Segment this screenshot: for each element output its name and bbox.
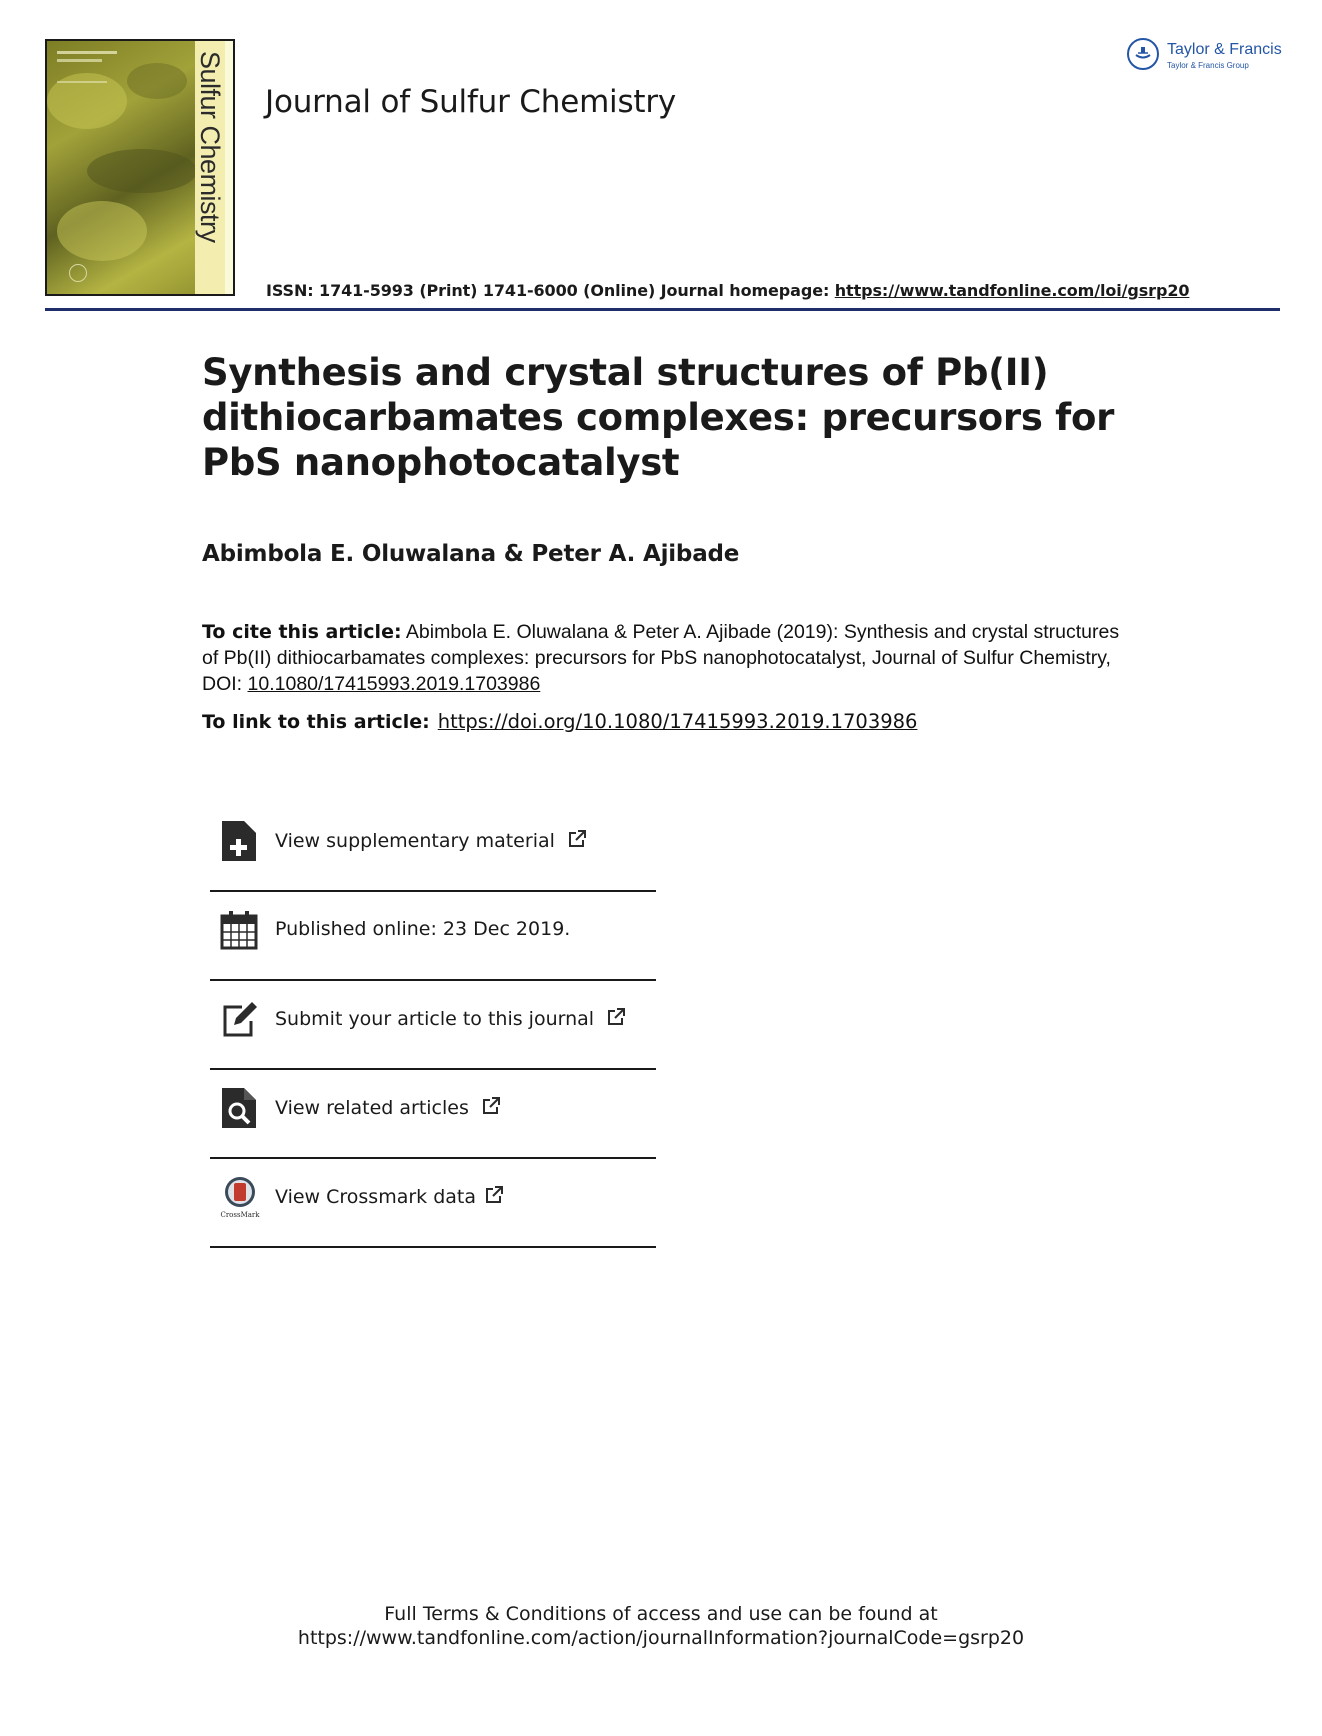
journal-cover-image xyxy=(45,39,235,296)
footer xyxy=(0,1602,1322,1650)
citation-block xyxy=(202,619,1132,697)
submit-article-label: Submit your article to this journal xyxy=(275,1008,595,1030)
footer-terms-url[interactable]: https://www.tandfonline.com/action/journalInformation?journalCode=gsrp20 xyxy=(297,1627,1025,1649)
crossmark-row[interactable] xyxy=(210,1159,656,1248)
publisher-logo[interactable] xyxy=(1127,38,1287,78)
header-rule xyxy=(45,308,1280,311)
article-actions xyxy=(210,803,656,1248)
publisher-group: Taylor & Francis Group xyxy=(1167,61,1249,70)
footer-terms-line: Full Terms & Conditions of access and use can be found at xyxy=(384,1603,938,1625)
journal-homepage-link[interactable]: https://www.tandfonline.com/loi/gsrp20 xyxy=(834,281,1190,300)
crossmark-icon xyxy=(220,1175,260,1219)
issn-text: ISSN: 1741-5993 (Print) 1741-6000 (Online) Journal homepage: xyxy=(266,281,835,300)
issn-line xyxy=(266,281,1189,300)
action-label xyxy=(275,829,587,852)
action-label xyxy=(275,1007,626,1030)
published-online-row xyxy=(210,892,656,981)
doi-link[interactable]: 10.1080/17415993.2019.1703986 xyxy=(247,673,541,695)
calendar-icon xyxy=(220,908,260,952)
external-link-icon xyxy=(484,1185,504,1205)
cover-publisher-seal xyxy=(69,264,87,282)
external-link-icon xyxy=(481,1096,501,1116)
external-link-icon xyxy=(567,829,587,849)
citation-text: Abimbola E. Oluwalana & Peter A. Ajibade (2019): Synthesis and crystal structures of Pb(II) dithiocarbamates complexes: precursors for PbS nanophotocatalyst, Journal of Sulfur Chemistry, DOI: xyxy=(202,621,1120,695)
article-title: Synthesis and crystal structures of Pb(II) dithiocarbamates complexes: precursors for PbS nanophotocatalyst xyxy=(202,351,1115,484)
article-link-line xyxy=(202,710,917,733)
supplementary-material-row[interactable] xyxy=(210,803,656,892)
crossmark-caption: CrossMark xyxy=(220,1211,260,1219)
journal-name: Journal of Sulfur Chemistry xyxy=(265,84,677,120)
action-label xyxy=(275,1185,504,1208)
cover-journal-title: Sulfur Chemistry xyxy=(195,51,225,243)
add-file-icon xyxy=(220,819,260,863)
link-lead: To link to this article: xyxy=(202,711,430,733)
crossmark-label: View Crossmark data xyxy=(275,1186,477,1208)
edit-icon xyxy=(220,997,260,1041)
submit-article-row[interactable] xyxy=(210,981,656,1070)
publisher-name: Taylor & Francis xyxy=(1167,41,1282,58)
article-doi-url[interactable]: https://doi.org/10.1080/17415993.2019.1703986 xyxy=(437,710,918,733)
published-online-label: Published online: 23 Dec 2019. xyxy=(275,918,571,940)
related-articles-label: View related articles xyxy=(275,1097,469,1119)
citation-lead: To cite this article: xyxy=(202,621,402,643)
supplementary-label: View supplementary material xyxy=(275,830,555,852)
external-link-icon xyxy=(606,1007,626,1027)
search-document-icon xyxy=(220,1086,260,1130)
publisher-logo-icon xyxy=(1127,38,1159,70)
article-authors: Abimbola E. Oluwalana & Peter A. Ajibade xyxy=(202,541,740,567)
action-label xyxy=(275,1096,501,1119)
related-articles-row[interactable] xyxy=(210,1070,656,1159)
cover-edge xyxy=(225,41,233,294)
